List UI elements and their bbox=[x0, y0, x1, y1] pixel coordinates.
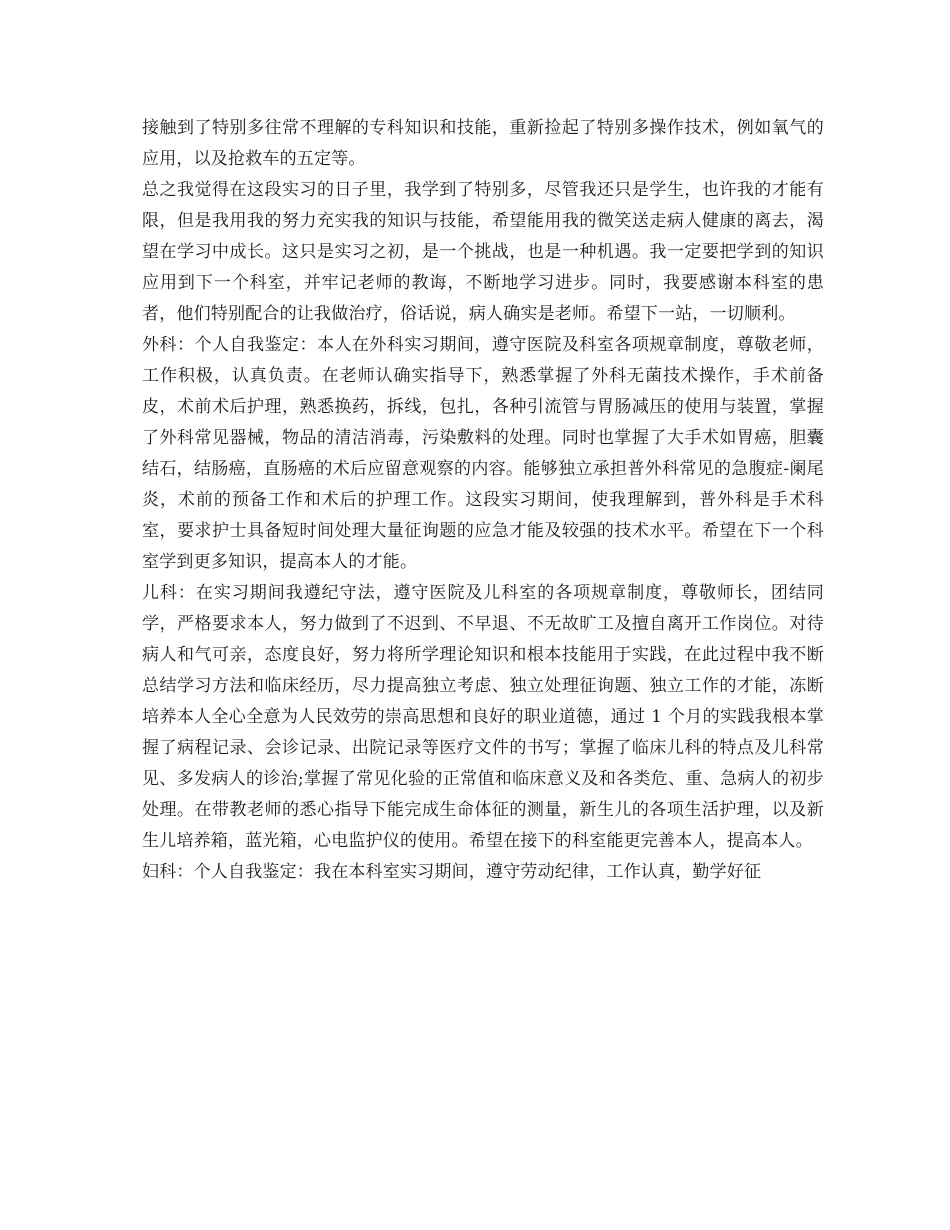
paragraph-gynecology-self-assessment: 妇科：个人自我鉴定：我在本科室实习期间，遵守劳动纪律，工作认真，勤学好征 bbox=[142, 862, 762, 882]
document-body bbox=[142, 113, 824, 888]
paragraph-surgery-self-assessment: 外科：个人自我鉴定：本人在外科实习期间，遵守医院及科室各项规章制度，尊敬老师，工作积极，认真负责。在老师认确实指导下，熟悉掌握了外科无菌技术操作，手术前备皮，术前术后护理，熟悉换药，拆线，包扎，各种引流管与胃肠减压的使用与装置，掌握了外科常见器械，物品的清洁消毒，污染敷料的处理。同时也掌握了大手术如胃癌，胆囊结石，结肠癌，直肠癌的术后应留意观察的内容。能够独立承担普外科常见的急腹症-阑尾炎，术前的预备工作和术后的护理工作。这段实习期间，使我理解到，普外科是手术科室，要求护士具备短时间处理大量征询题的应急才能及较强的技术水平。希望在下一个科室学到更多知识，提高本人的才能。 bbox=[142, 335, 824, 572]
paragraph-pediatrics-self-assessment: 儿科：在实习期间我遵纪守法，遵守医院及儿科室的各项规章制度，尊敬师长，团结同学，严格要求本人，努力做到了不迟到、不早退、不无故旷工及擅自离开工作岗位。对待病人和气可亲，态度良好，努力将所学理论知识和根本技能用于实践，在此过程中我不断总结学习方法和临床经历，尽力提高独立考虑、独立处理征询题、独立工作的才能，冻断培养本人全心全意为人民效劳的崇高思想和良好的职业道德，通过 1 个月的实践我根本掌握了病程记录、会诊记录、出院记录等医疗文件的书写；掌握了临床儿科的特点及儿科常见、多发病人的诊治;掌握了常见化验的正常值和临床意义及和各类危、重、急病人的初步处理。在带教老师的悉心指导下能完成生命体征的测量，新生儿的各项生活护理，以及新生儿培养箱，蓝光箱，心电监护仪的使用。希望在接下的科室能更完善本人，提高本人。 bbox=[142, 583, 824, 851]
paragraph-internship-conclusion: 总之我觉得在这段实习的日子里，我学到了特别多，尽管我还只是学生，也许我的才能有限，但是我用我的努力充实我的知识与技能，希望能用我的微笑送走病人健康的离去，渴望在学习中成长。这只是实习之初，是一个挑战，也是一种机遇。我一定要把学到的知识应用到下一个科室，并牢记老师的教诲，不断地学习进步。同时，我要感谢本科室的患者，他们特别配合的让我做治疗，俗话说，病人确实是老师。希望下一站，一切顺利。 bbox=[142, 180, 824, 324]
paragraph-respiratory-summary: 接触到了特别多往常不理解的专科知识和技能，重新捡起了特别多操作技术，例如氧气的应用，以及抢救车的五定等。 bbox=[142, 118, 824, 169]
